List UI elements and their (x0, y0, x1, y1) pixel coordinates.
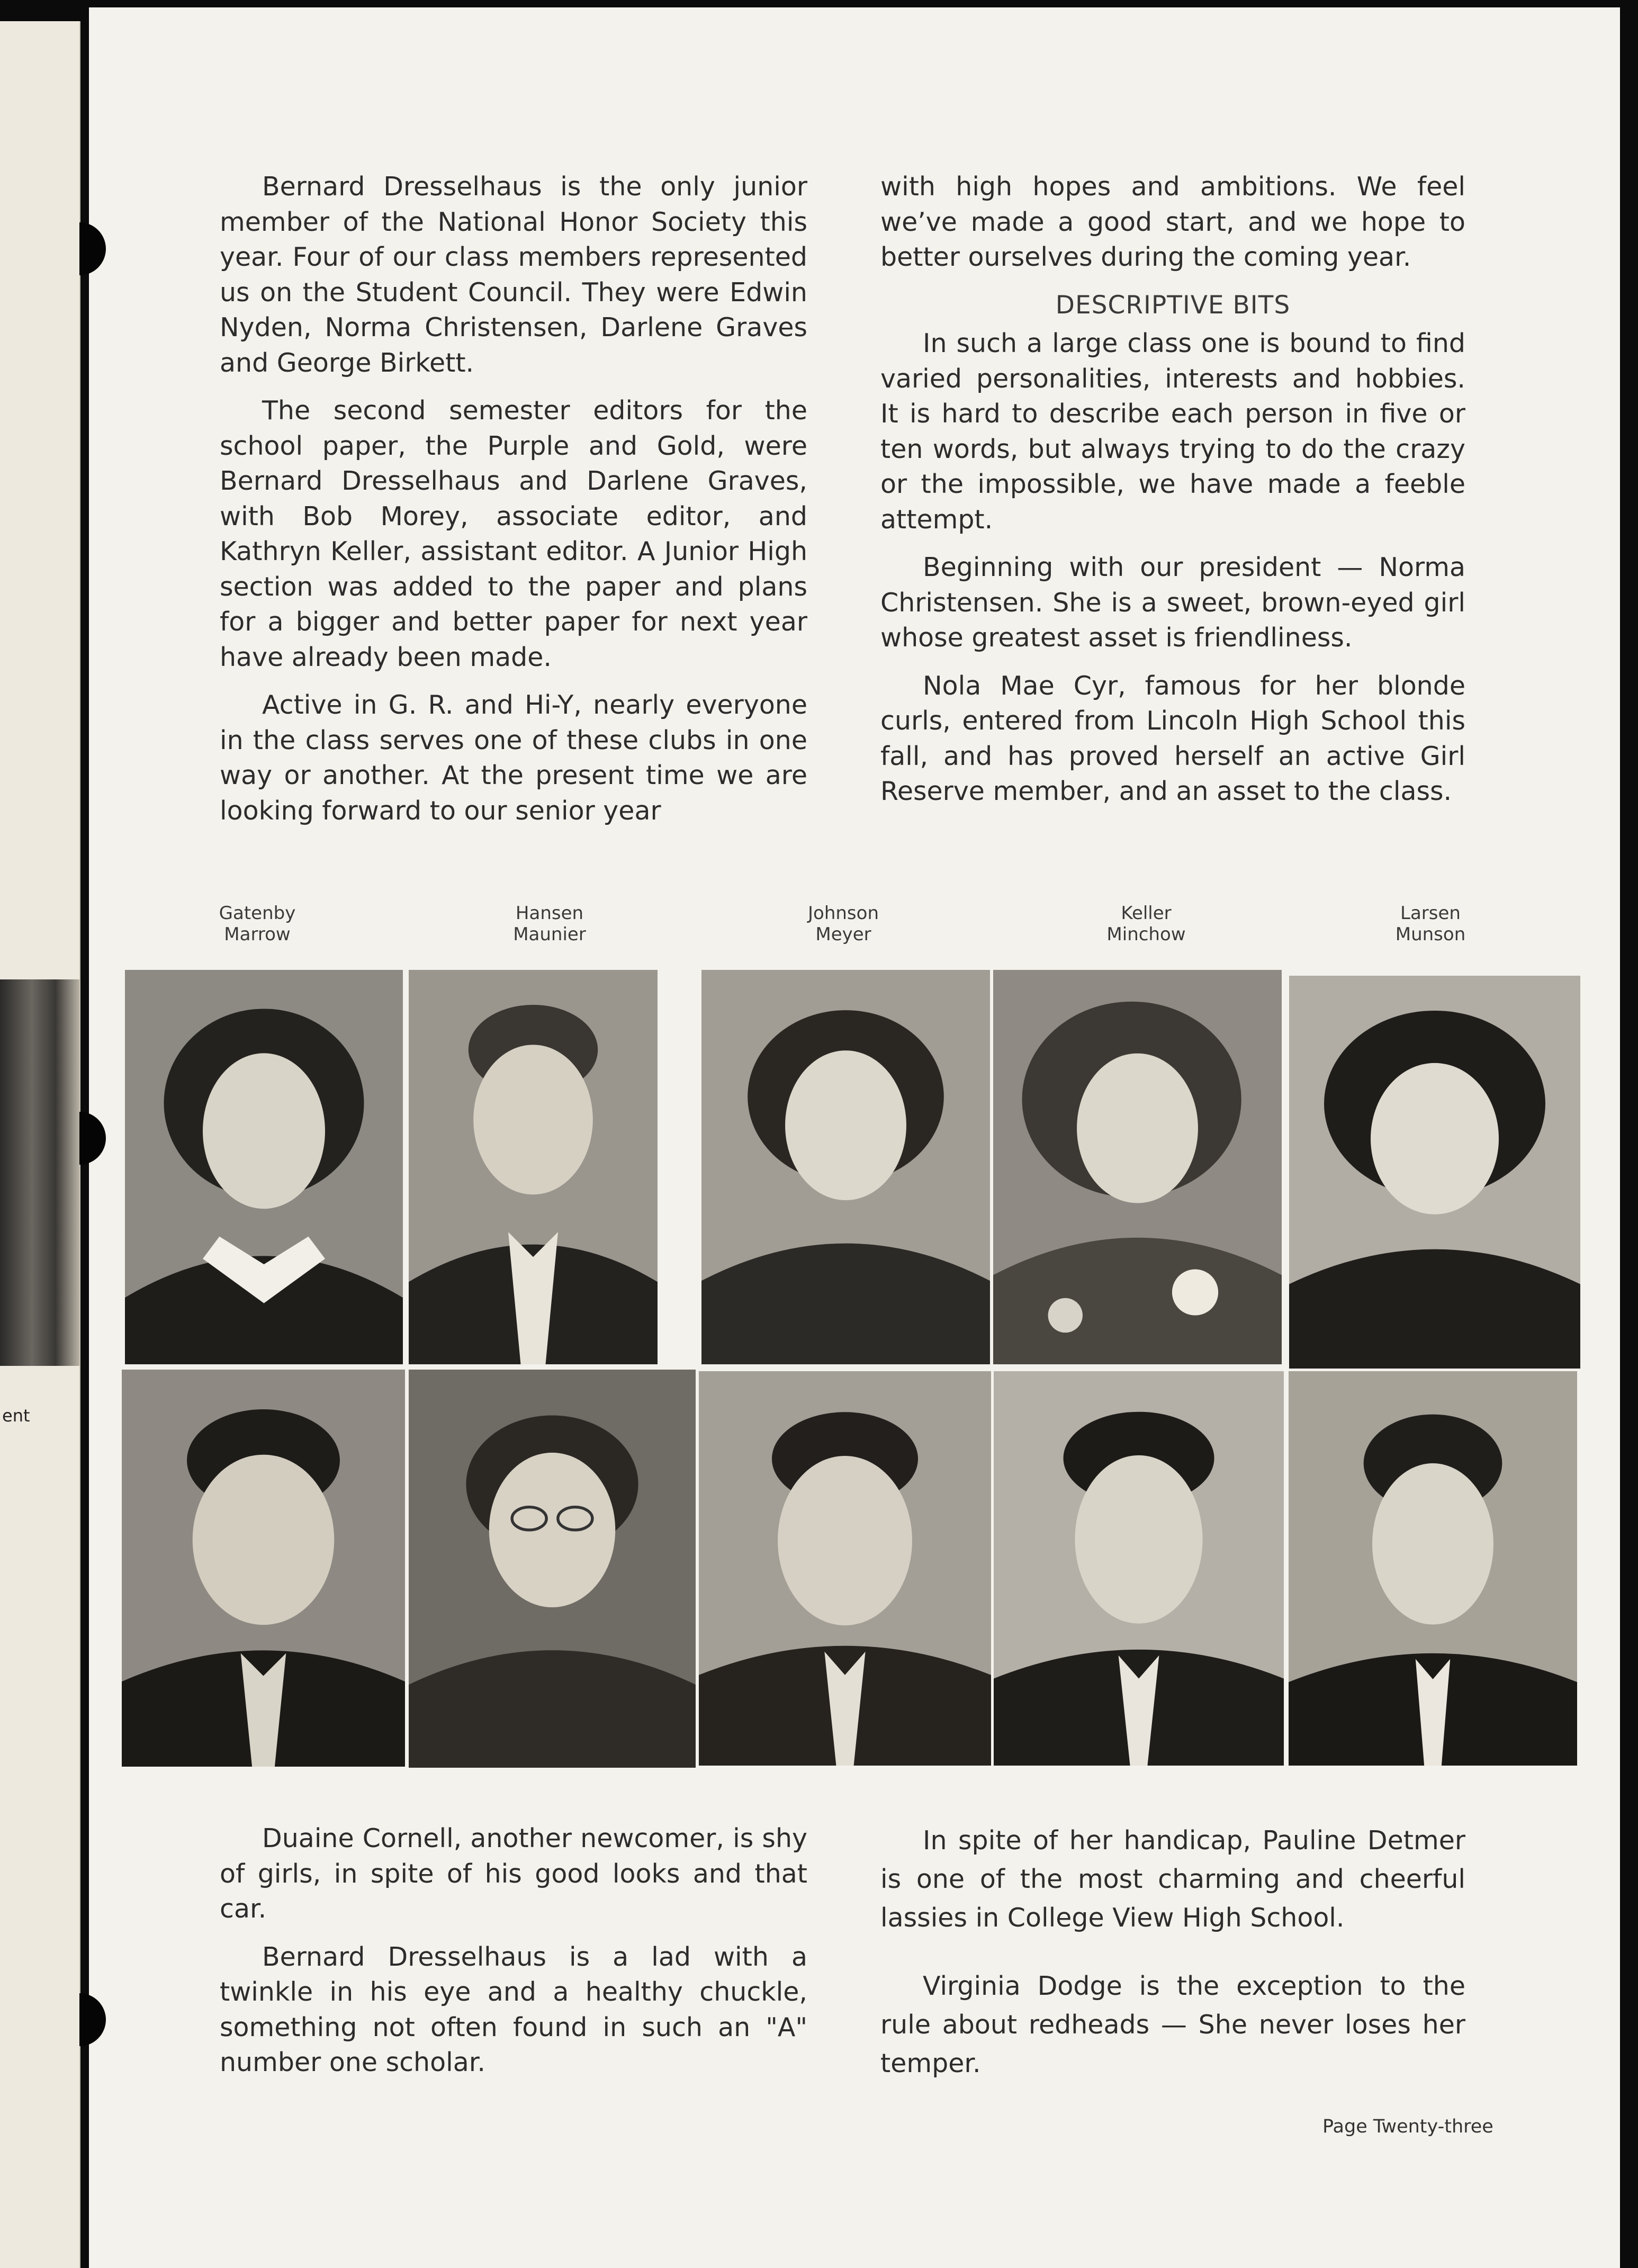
previous-page-text: ent (2, 1406, 30, 1426)
paragraph: Bernard Dresselhaus is the only junior member of the National Honor Society this year. Four of our class members represented us on the Student Council. They were Edwin Nyden, Norma Christensen, Darlene Graves and George Birkett. (220, 172, 807, 378)
left-column-bottom (220, 1821, 807, 2093)
right-column-bottom (880, 1821, 1465, 2095)
section-heading: DESCRIPTIVE BITS (1055, 290, 1291, 320)
caption (748, 903, 939, 945)
previous-page-edge (0, 21, 80, 2268)
portrait-photo (699, 1371, 991, 1766)
paragraph: Beginning with our president — Norma Christensen. She is a sweet, brown-eyed girl whose greatest asset is friendliness. (880, 552, 1465, 653)
caption-bottom-name: Munson (1395, 924, 1466, 945)
portrait-photo (993, 970, 1282, 1364)
caption-top-name: Keller (1121, 903, 1172, 924)
paragraph: In such a large class one is bound to find varied personalities, interests and hobbies. It is hard to describe each person in five or ten words, but always trying to do the crazy or the impossible, we have made a feeble attempt. (880, 328, 1465, 535)
portrait-photo (1289, 1371, 1577, 1766)
caption-bottom-name: Minchow (1106, 924, 1186, 945)
caption-bottom-name: Meyer (815, 924, 871, 945)
caption (1335, 903, 1526, 945)
portrait-photo (125, 970, 403, 1364)
photo-captions (0, 903, 1638, 950)
caption-top-name: Gatenby (219, 903, 296, 924)
left-column-top (220, 169, 807, 841)
paragraph: Duaine Cornell, another newcomer, is shy of girls, in spite of his good looks and that car. (220, 1823, 807, 1924)
portrait-photo (1289, 976, 1580, 1369)
portrait-photo (409, 970, 658, 1364)
caption (162, 903, 353, 945)
paragraph: Nola Mae Cyr, famous for her blonde curls, entered from Lincoln High School this fall, and has proved herself an active Girl Reserve member, and an asset to the class. (880, 670, 1465, 806)
caption-bottom-name: Marrow (224, 924, 291, 945)
paragraph: In spite of her handicap, Pauline Detmer is one of the most charming and cheerful lassies in College View High School. (880, 1825, 1465, 1933)
caption-top-name: Hansen (515, 903, 584, 924)
page-number: Page Twenty-three (1322, 2116, 1493, 2137)
portrait-photo (122, 1370, 405, 1767)
previous-page-photo (0, 979, 79, 1366)
caption-top-name: Johnson (808, 903, 879, 924)
paragraph: The second semester editors for the school paper, the Purple and Gold, were Bernard Dresselhaus and Darlene Graves, with Bob Morey, associate editor, and Kathryn Keller, assistant editor. A Junior High section was added to the paper and plans for a bigger and better paper for next year have already been made. (220, 395, 807, 672)
paragraph: Active in G. R. and Hi-Y, nearly everyone in the class serves one of these clubs in one way or another. At the present time we are looking forward to our senior year (220, 690, 807, 826)
paragraph: Virginia Dodge is the exception to the rule about redheads — She never loses her temper. (880, 1971, 1465, 2078)
paragraph: Bernard Dresselhaus is a lad with a twinkle in his eye and a healthy chuckle, something not often found in such an "A" number one scholar. (220, 1941, 807, 2077)
portrait-photo (409, 1370, 696, 1768)
caption-bottom-name: Maunier (513, 924, 586, 945)
caption (1051, 903, 1241, 945)
portrait-photo (994, 1371, 1284, 1766)
paragraph: with high hopes and ambitions. We feel we’ve made a good start, and we hope to better ourselves during the coming year. (880, 172, 1465, 272)
right-column-top (880, 169, 1465, 822)
portrait-photo (701, 970, 990, 1364)
caption-top-name: Larsen (1400, 903, 1461, 924)
caption (454, 903, 645, 945)
